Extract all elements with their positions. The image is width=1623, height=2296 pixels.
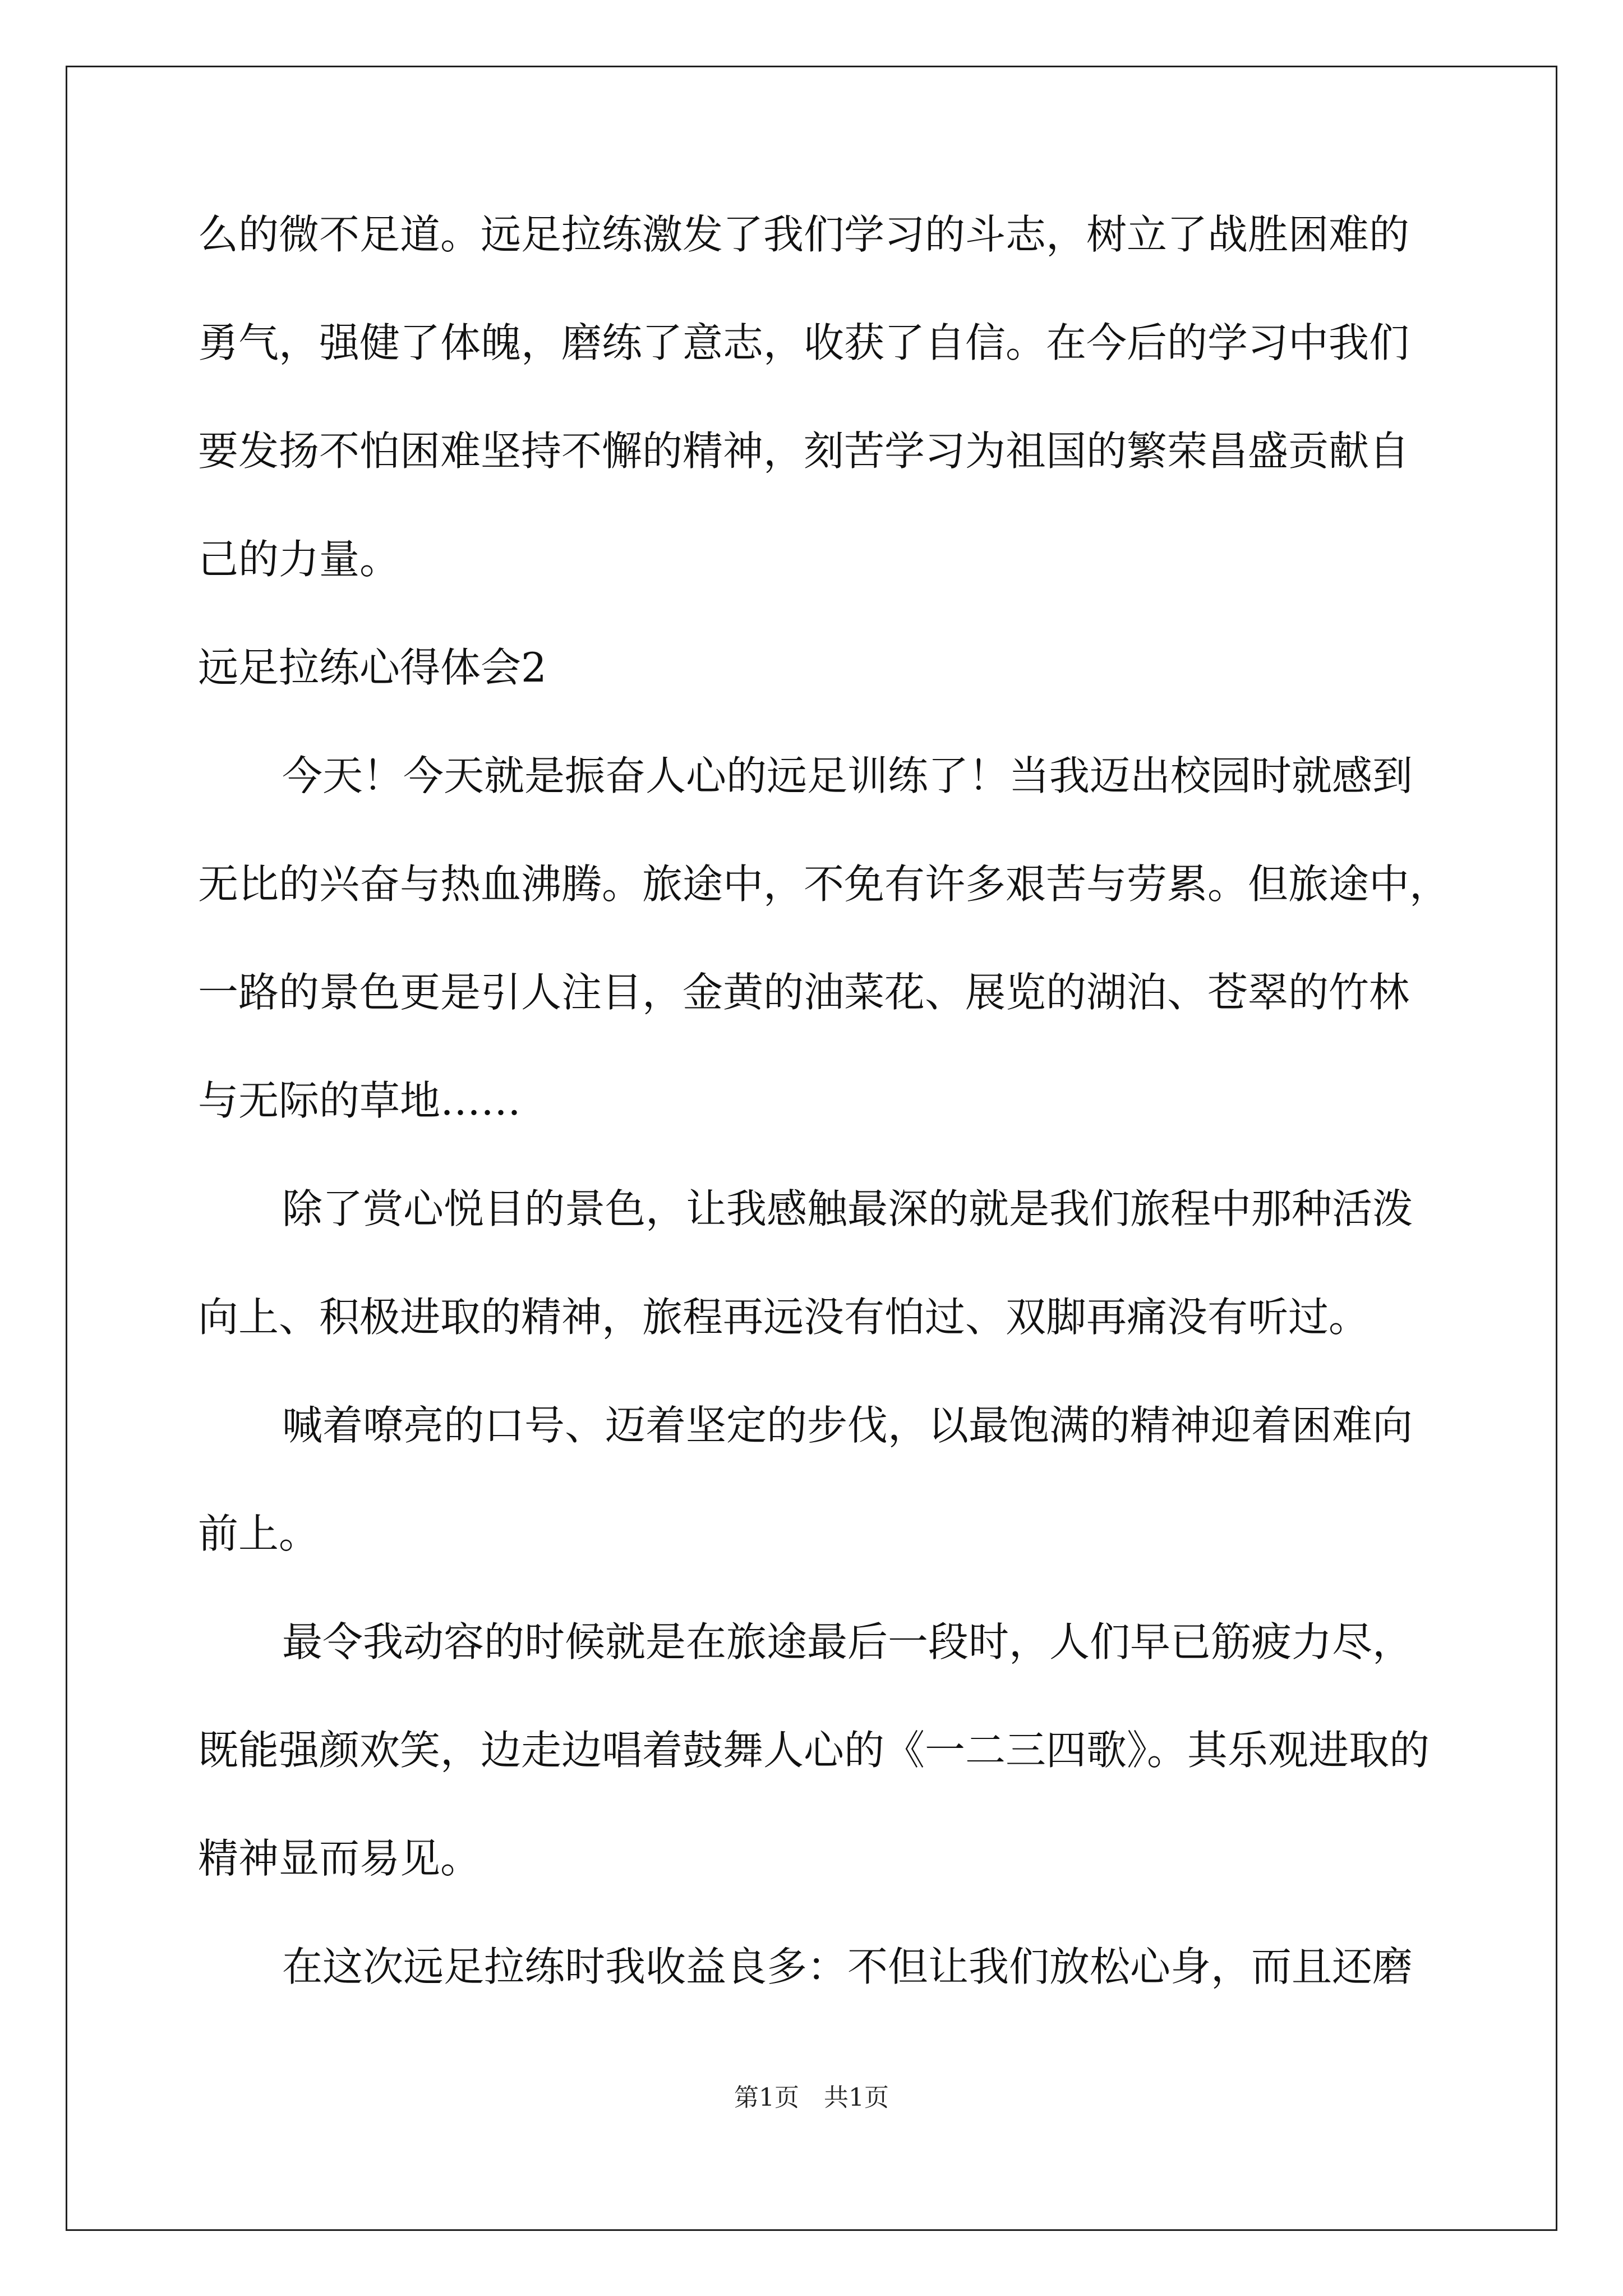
paragraph-line: 除了赏心悦目的景色，让我感触最深的就是我们旅程中那种活泼	[282, 1185, 1413, 1232]
paragraph-line: 无比的兴奋与热血沸腾。旅途中，不免有许多艰苦与劳累。但旅途中，	[198, 861, 1450, 908]
paragraph-line: 最令我动容的时候就是在旅途最后一段时，人们早已筋疲力尽，	[282, 1618, 1413, 1665]
paragraph-line: 今天！今天就是振奋人心的远足训练了！当我迈出校园时就感到	[282, 752, 1413, 799]
paragraph-line: 在这次远足拉练时我收益良多：不但让我们放松心身，而且还磨	[282, 1943, 1413, 1990]
paragraph-line: 喊着嘹亮的口号、迈着坚定的步伐，以最饱满的精神迎着困难向	[282, 1402, 1413, 1449]
paragraph-line: 要发扬不怕困难坚持不懈的精神，刻苦学习为祖国的繁荣昌盛贡献自	[198, 427, 1410, 475]
paragraph-line: 勇气，强健了体魄，磨练了意志，收获了自信。在今后的学习中我们	[198, 319, 1410, 366]
paragraph-line: 向上、积极进取的精神，旅程再远没有怕过、双脚再痛没有听过。	[198, 1294, 1370, 1341]
page-footer: 第1页 共1页	[734, 2083, 889, 2112]
paragraph-line: 一路的景色更是引人注目，金黄的油菜花、展览的湖泊、苍翠的竹林	[198, 969, 1410, 1016]
paragraph-line: 己的力量。	[198, 536, 400, 583]
paragraph-line: 既能强颜欢笑，边走边唱着鼓舞人心的《一二三四歌》。其乐观进取的	[198, 1727, 1430, 1774]
paragraph-line: 么的微不足道。远足拉练激发了我们学习的斗志，树立了战胜困难的	[198, 211, 1410, 258]
paragraph-line: 精神显而易见。	[198, 1835, 481, 1882]
section-heading: 远足拉练心得体会2	[198, 644, 547, 691]
paragraph-line: 前上。	[198, 1510, 320, 1557]
paragraph-line: 与无际的草地……	[198, 1077, 522, 1124]
page-border	[66, 66, 1557, 2231]
